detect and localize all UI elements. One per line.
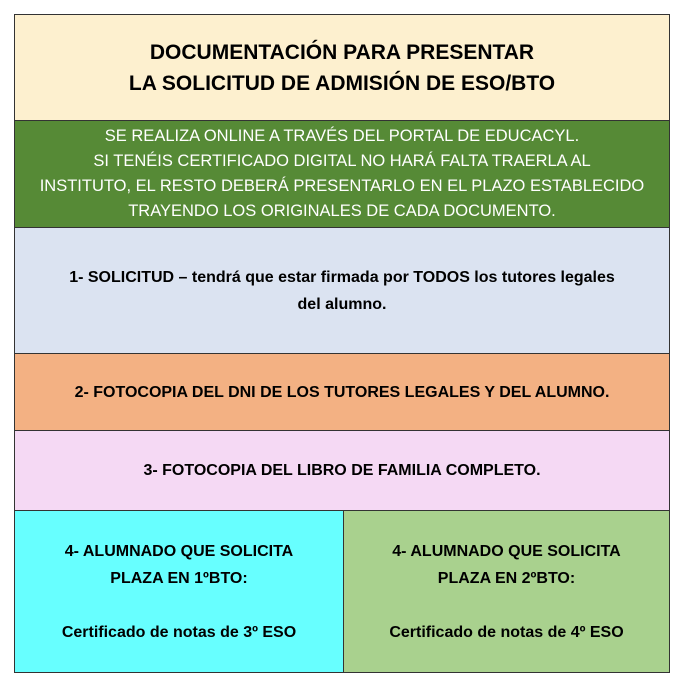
item-libro-familia-row: [15, 431, 669, 511]
notice-line-2: SI TENÉIS CERTIFICADO DIGITAL NO HARÁ FALTA TRAERLA AL: [93, 152, 591, 170]
cell-1-bto: [15, 511, 344, 672]
notice-line-4: TRAYENDO LOS ORIGINALES DE CADA DOCUMENTO.: [128, 202, 556, 220]
admission-documents-table: [14, 14, 670, 673]
notice-line-3: INSTITUTO, EL RESTO DEBERÁ PRESENTARLO EN EL PLAZO ESTABLECIDO: [39, 177, 645, 195]
item-solicitud-row: [15, 228, 669, 354]
cell-1-bto-heading-2: PLAZA EN 1ºBTO:: [110, 569, 248, 587]
item-dni-text: 2- FOTOCOPIA DEL DNI DE LOS TUTORES LEGALES Y DEL ALUMNO.: [74, 383, 610, 401]
item-libro-familia-text: 3- FOTOCOPIA DEL LIBRO DE FAMILIA COMPLETO.: [143, 462, 541, 479]
cell-2-bto-detail: Certificado de notas de 4º ESO: [389, 623, 624, 641]
title-row: [15, 15, 669, 121]
notice-line-1: SE REALIZA ONLINE A TRAVÉS DEL PORTAL DE EDUCACYL.: [104, 127, 580, 145]
cell-2-bto: [344, 511, 669, 672]
cell-1-bto-heading-1: 4- ALUMNADO QUE SOLICITA: [64, 542, 294, 560]
title-line-2: LA SOLICITUD DE ADMISIÓN DE ESO/BTO: [128, 71, 556, 95]
bachillerato-split-row: [15, 511, 669, 672]
title-line-1: DOCUMENTACIÓN PARA PRESENTAR: [149, 40, 535, 64]
online-notice-row: [15, 121, 669, 228]
item-solicitud-line-2: del alumno.: [297, 295, 387, 313]
item-dni-row: [15, 354, 669, 431]
cell-1-bto-detail: Certificado de notas de 3º ESO: [61, 623, 297, 641]
cell-2-bto-heading-1: 4- ALUMNADO QUE SOLICITA: [392, 542, 621, 560]
item-solicitud-line-1: 1- SOLICITUD – tendrá que estar firmada por TODOS los tutores legales: [69, 268, 615, 286]
cell-2-bto-heading-2: PLAZA EN 2ºBTO:: [437, 569, 576, 587]
